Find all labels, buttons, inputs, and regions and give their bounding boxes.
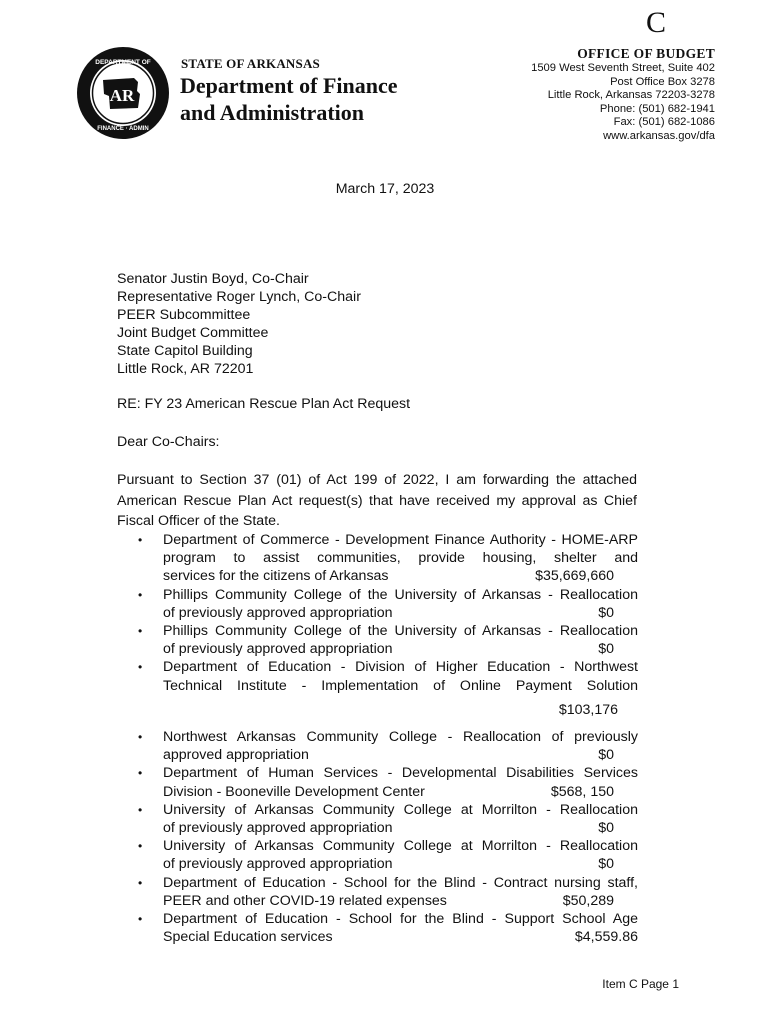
svg-text:DEPARTMENT OF: DEPARTMENT OF — [95, 59, 151, 66]
request-amount: $103,176 — [558, 701, 618, 718]
request-description: Phillips Community College of the University of Arkansas - Reallocation — [163, 623, 638, 640]
request-description-tail: of previously approved appropriation — [163, 641, 393, 658]
request-amount: $4,559.86 — [574, 929, 638, 946]
request-amount: $35,669,660 — [535, 568, 614, 585]
office-city: Little Rock, Arkansas 72203-3278 — [547, 89, 715, 101]
page-footer: Item C Page 1 — [602, 977, 679, 991]
request-description-tail: services for the citizens of Arkansas — [163, 568, 389, 585]
subject-line: RE: FY 23 American Rescue Plan Act Request — [117, 396, 411, 412]
request-description-tail: Division - Booneville Development Center — [163, 783, 425, 800]
request-description: University of Arkansas Community College at Morrilton - Reallocation — [163, 801, 638, 818]
office-fax: Fax: (501) 682-1086 — [613, 116, 715, 128]
request-amount: $0 — [598, 641, 614, 658]
bullet-icon: • — [138, 839, 143, 854]
request-item — [135, 764, 638, 800]
state-name: STATE OF ARKANSAS — [181, 56, 320, 71]
bullet-icon: • — [138, 624, 143, 639]
address-line: Joint Budget Committee — [117, 325, 269, 341]
department-title-line2: and Administration — [180, 100, 364, 125]
request-item — [135, 874, 638, 910]
bullet-icon: • — [138, 730, 143, 745]
request-description-tail: PEER and other COVID-19 related expenses — [163, 892, 447, 909]
request-description: Department of Education - School for the Blind - Support School Age — [163, 911, 638, 928]
request-description-tail: approved appropriation — [163, 747, 309, 764]
request-item — [135, 531, 638, 586]
request-description: Department of Commerce - Development Finance Authority - HOME-ARP program to assist communities, provide housing, shelter and — [163, 532, 638, 567]
request-description: University of Arkansas Community College at Morrilton - Reallocation — [163, 838, 638, 855]
request-description-tail: of previously approved appropriation — [163, 820, 393, 837]
svg-text:AR: AR — [109, 86, 135, 105]
bullet-icon: • — [138, 533, 143, 547]
request-list — [135, 531, 638, 946]
request-item — [135, 622, 638, 658]
bullet-icon: • — [138, 766, 143, 781]
office-phone: Phone: (501) 682-1941 — [599, 102, 715, 115]
request-item — [135, 801, 638, 837]
svg-text:FINANCE · ADMIN: FINANCE · ADMIN — [97, 126, 149, 132]
bullet-icon: • — [138, 912, 143, 927]
office-web: www.arkansas.gov/dfa — [603, 129, 715, 142]
office-po-box: Post Office Box 3278 — [610, 75, 715, 88]
department-seal-logo — [76, 46, 170, 140]
intro-paragraph: Pursuant to Section 37 (01) of Act 199 of 2022, I am forwarding the attached American Rescue Plan Act request(s) that have received my approval as Chief Fiscal Officer of the State. — [117, 472, 637, 529]
request-description-tail: of previously approved appropriation — [163, 856, 393, 873]
request-item — [135, 658, 638, 719]
request-description-tail: of previously approved appropriation — [163, 604, 393, 621]
address-line: Senator Justin Boyd, Co-Chair — [117, 271, 309, 287]
request-amount: $0 — [598, 747, 614, 764]
request-description: Department of Education - School for the Blind - Contract nursing staff, — [163, 874, 638, 891]
request-amount: $0 — [598, 820, 614, 837]
bullet-icon: • — [138, 802, 143, 817]
bullet-icon: • — [138, 587, 143, 602]
request-item — [135, 586, 638, 622]
address-line: PEER Subcommittee — [117, 307, 251, 323]
request-item — [135, 837, 638, 873]
request-item — [135, 910, 638, 946]
address-line: State Capitol Building — [117, 343, 253, 359]
address-line: Representative Roger Lynch, Co-Chair — [117, 289, 361, 305]
office-address-block — [531, 45, 715, 143]
request-amount: $50,289 — [562, 892, 614, 909]
salutation: Dear Co-Chairs: — [117, 434, 220, 450]
request-item — [135, 728, 638, 764]
request-amount: $0 — [598, 856, 614, 873]
bullet-icon: • — [138, 875, 143, 890]
letter-date: March 17, 2023 — [335, 181, 435, 197]
office-street: 1509 West Seventh Street, Suite 402 — [531, 62, 715, 74]
department-title — [180, 72, 480, 126]
request-description: Department of Education - Division of Higher Education - Northwest Technical Institute - Implementation of Online Payment Solution — [163, 659, 638, 694]
request-description: Northwest Arkansas Community College - Reallocation of previously — [163, 729, 638, 746]
department-title-line1: Department of Finance — [180, 73, 398, 98]
request-description: Department of Human Services - Developmental Disabilities Services — [163, 765, 638, 782]
request-amount: $568, 150 — [550, 783, 614, 800]
recipient-address — [117, 270, 361, 378]
request-amount: $0 — [598, 604, 614, 621]
address-line: Little Rock, AR 72201 — [117, 361, 254, 377]
bullet-icon: • — [138, 660, 143, 675]
office-title: OFFICE OF BUDGET — [577, 46, 715, 61]
item-letter: C — [645, 6, 666, 39]
request-description-tail: Special Education services — [163, 929, 333, 946]
request-description: Phillips Community College of the University of Arkansas - Reallocation — [163, 586, 638, 603]
